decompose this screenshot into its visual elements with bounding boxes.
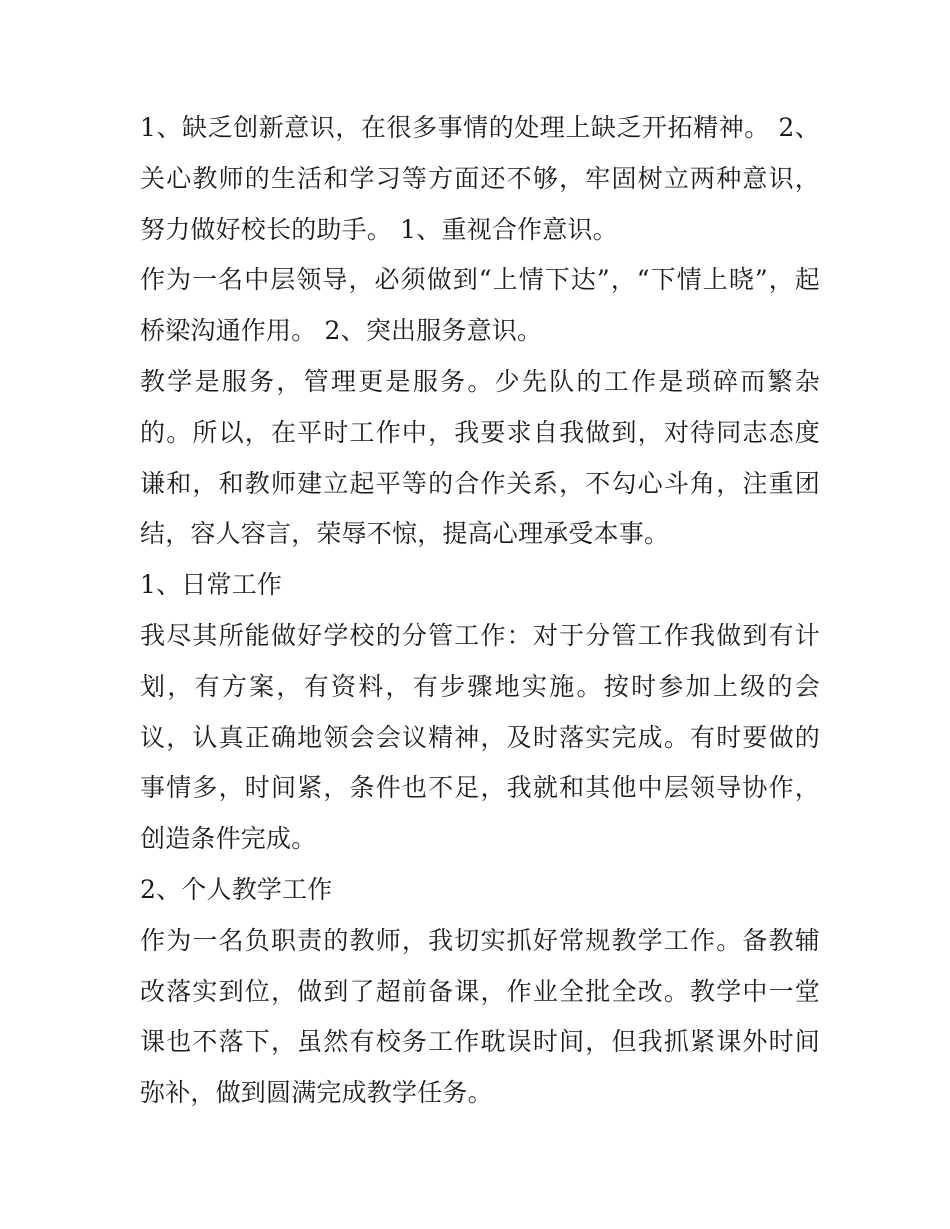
heading-daily-work: 1、日常工作 <box>140 570 283 600</box>
paragraph-middle-leader: 作为一名中层领导，必须做到“上情下达”，“下情上晓”，起桥梁沟通作用。 2、突出服务意识。 <box>140 265 820 346</box>
paragraph-teaching-work: 作为一名负职责的教师，我切实抓好常规教学工作。备教辅改落实到位，做到了超前备课，作业全批全改。教学中一堂课也不落下，虽然有校务工作耽误时间，但我抓紧课外时间弥补，做到圆满完成教学任务。 <box>140 925 820 1108</box>
heading-teaching-work: 2、个人教学工作 <box>140 874 333 904</box>
paragraph-shortcomings: 1、缺乏创新意识，在很多事情的处理上缺乏开拓精神。 2、关心教师的生活和学习等方面还不够，牢固树立两种意识，努力做好校长的助手。 1、重视合作意识。 <box>140 113 820 244</box>
document-body <box>140 103 820 1119</box>
paragraph-daily-work: 我尽其所能做好学校的分管工作：对于分管工作我做到有计划，有方案，有资料，有步骤地实施。按时参加上级的会议，认真正确地领会会议精神，及时落实完成。有时要做的事情多，时间紧，条件也不足，我就和其他中层领导协作，创造条件完成。 <box>140 620 820 854</box>
paragraph-service: 教学是服务，管理更是服务。少先队的工作是琐碎而繁杂的。所以，在平时工作中，我要求自我做到，对待同志态度谦和，和教师建立起平等的合作关系，不勾心斗角，注重团结，容人容言，荣辱不惊，提高心理承受本事。 <box>140 366 820 549</box>
